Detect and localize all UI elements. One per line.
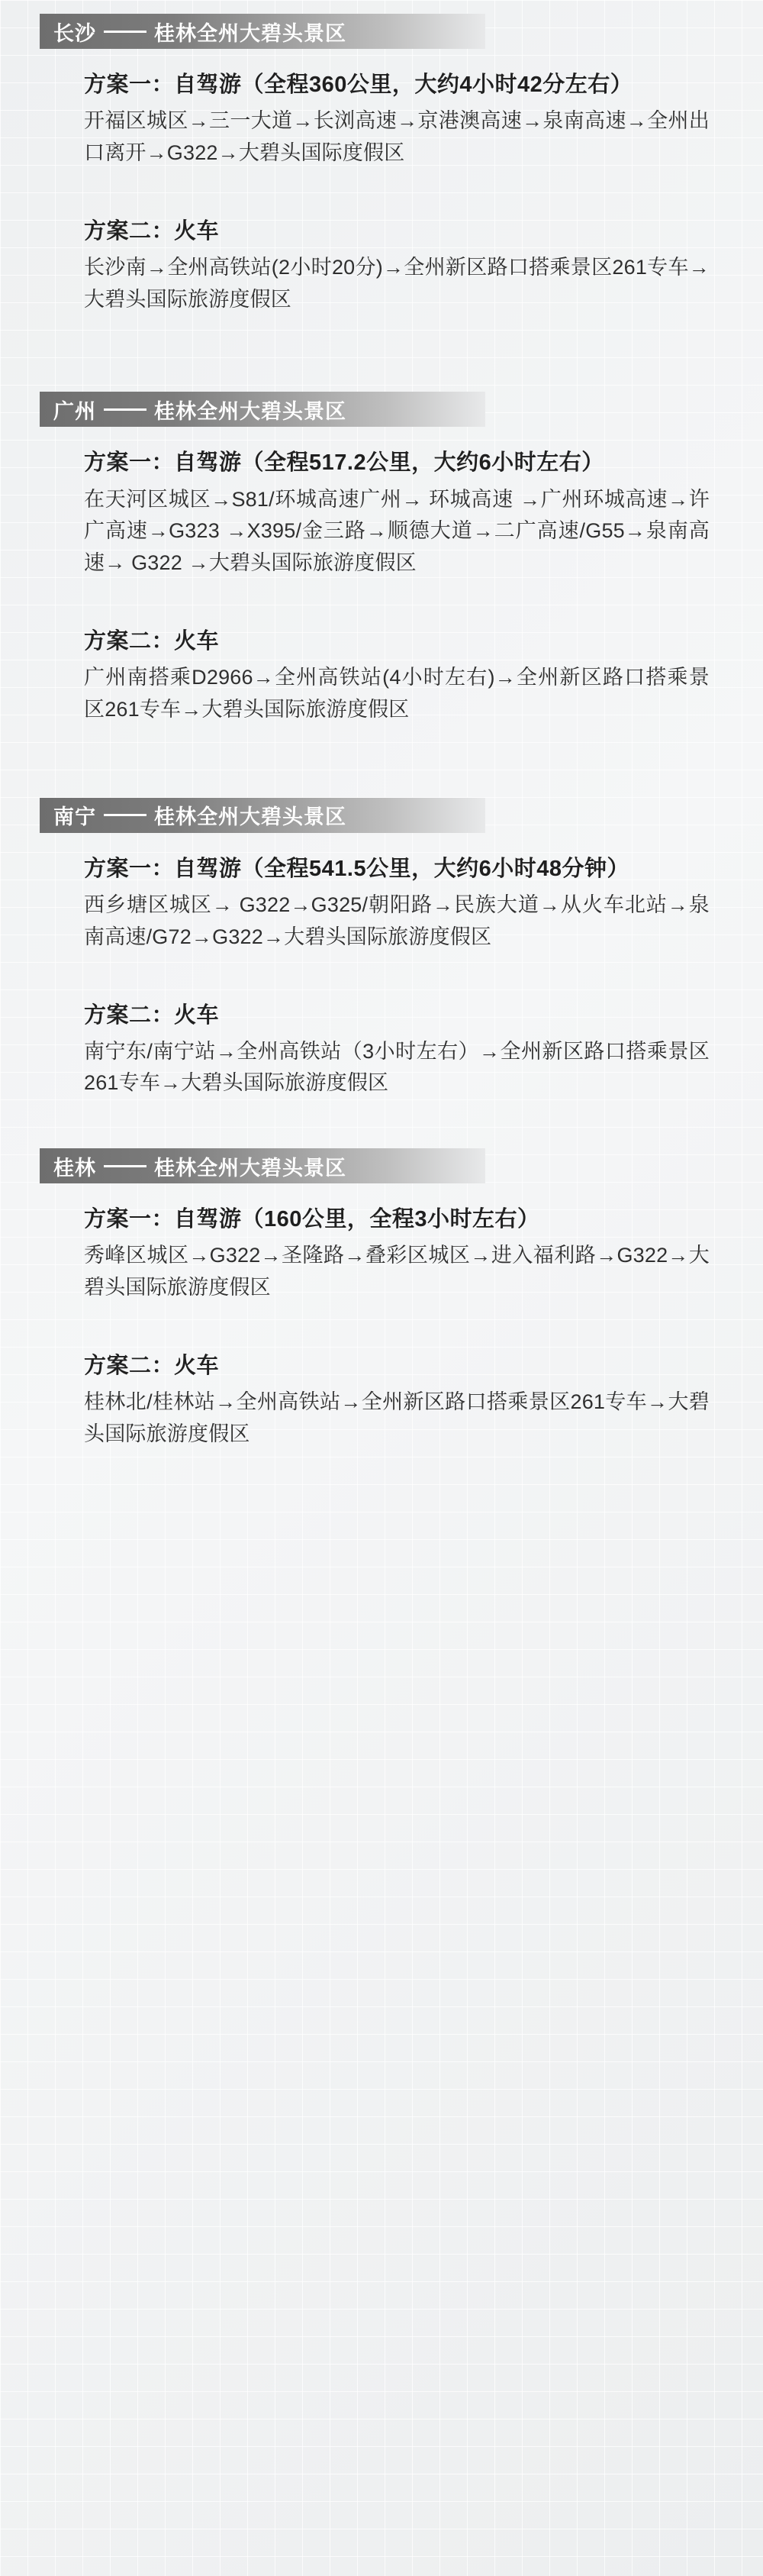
section-destination: 桂林全州大碧头景区 — [154, 21, 346, 45]
plan-block — [76, 69, 710, 169]
section-destination: 桂林全州大碧头景区 — [154, 805, 346, 829]
plan-route-text: 开福区城区→三一大道→长浏高速→京港澳高速→泉南高速→全州出口离开→G322→大碧头国际度假区 — [84, 109, 710, 164]
plan-route-text: 秀峰区城区→G322→圣隆路→叠彩区城区→进入福利路→G322→大碧头国际旅游度假区 — [84, 1244, 710, 1299]
section-header-bar — [40, 392, 485, 427]
section-header-bar — [40, 798, 485, 833]
plan-route-text: 在天河区城区→S81/环城高速广州→ 环城高速 →广州环城高速→许广高速→G323 →X395/金三路→顺德大道→二广高速/G55→泉南高速→ G322 →大碧头国际旅游度假区 — [84, 487, 710, 575]
dash-divider-icon — [104, 31, 146, 33]
plan-block — [76, 853, 710, 954]
section-destination: 桂林全州大碧头景区 — [154, 399, 346, 423]
plan-route-text: 西乡塘区城区→ G322→G325/朝阳路→民族大道→从火车北站→泉南高速/G72→G322→大碧头国际旅游度假区 — [84, 893, 710, 948]
plan-route-text: 长沙南→全州高铁站(2小时20分)→全州新区路口搭乘景区261专车→大碧头国际旅游度假区 — [84, 255, 710, 311]
section-destination: 桂林全州大碧头景区 — [154, 1156, 346, 1180]
plan-title: 方案一：自驾游（全程360公里，大约4小时42分左右） — [84, 73, 633, 97]
plan-title: 方案二：火车 — [84, 1002, 220, 1028]
plan-block — [76, 215, 710, 316]
plan-block — [76, 625, 710, 726]
route-section-changsha — [53, 14, 710, 315]
route-section-nanning — [53, 798, 710, 1099]
section-header — [40, 1148, 710, 1183]
section-header — [40, 798, 710, 833]
plan-title: 方案一：自驾游（160公里，全程3小时左右） — [84, 1207, 540, 1232]
dash-divider-icon — [104, 408, 146, 411]
plan-title: 方案二：火车 — [84, 218, 220, 244]
route-section-guangzhou — [53, 392, 710, 725]
plan-title: 方案二：火车 — [84, 629, 220, 654]
plan-title: 方案二：火车 — [84, 1353, 220, 1378]
plan-block — [76, 999, 710, 1100]
plan-route-text: 桂林北/桂林站→全州高铁站→全州新区路口搭乘景区261专车→大碧头国际旅游度假区 — [84, 1390, 710, 1445]
plan-title: 方案一：自驾游（全程517.2公里，大约6小时左右） — [84, 450, 604, 476]
plan-title: 方案一：自驾游（全程541.5公里，大约6小时48分钟） — [84, 856, 629, 881]
dash-divider-icon — [104, 1165, 146, 1167]
section-header-bar — [40, 14, 485, 49]
plan-block — [76, 447, 710, 579]
section-header — [40, 392, 710, 427]
dash-divider-icon — [104, 814, 146, 816]
section-header — [40, 14, 710, 49]
section-origin-city: 桂林 — [53, 1156, 96, 1180]
plan-block — [76, 1350, 710, 1451]
plan-route-text: 南宁东/南宁站→全州高铁站（3小时左右）→全州新区路口搭乘景区261专车→大碧头国际旅游度假区 — [84, 1039, 710, 1095]
route-section-guilin — [53, 1148, 710, 1450]
plan-route-text: 广州南搭乘D2966→全州高铁站(4小时左右)→全州新区路口搭乘景区261专车→大碧头国际旅游度假区 — [84, 666, 710, 721]
section-origin-city: 南宁 — [53, 805, 96, 829]
section-origin-city: 长沙 — [53, 21, 96, 45]
section-header-bar — [40, 1148, 485, 1183]
plan-block — [76, 1203, 710, 1304]
section-origin-city: 广州 — [53, 399, 96, 423]
